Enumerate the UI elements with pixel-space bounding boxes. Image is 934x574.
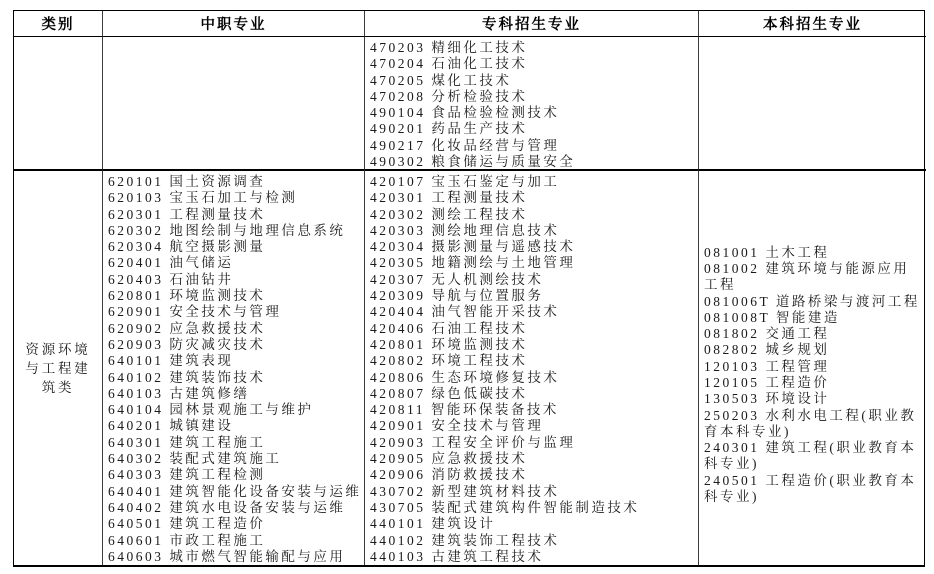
- major-item: 640201 城镇建设: [108, 418, 234, 434]
- row2-zhongzhi-cell: [102, 169, 364, 565]
- majors-table: [13, 10, 925, 567]
- major-item: 620304 航空摄影测量: [108, 239, 266, 255]
- major-item: 430705 装配式建筑构件智能制造技术: [370, 499, 640, 515]
- major-item: 440103 古建筑工程技术: [370, 548, 544, 564]
- row2-zhuanke-cell: [364, 169, 698, 565]
- major-item: 420801 环境监测技术: [370, 336, 528, 352]
- major-item: 640102 建筑装饰技术: [108, 369, 266, 385]
- major-item: 420811 智能环保装备技术: [370, 402, 559, 418]
- row1-category-cell: [14, 36, 102, 169]
- major-item: 490201 药品生产技术: [370, 121, 528, 137]
- major-item: 081001 土木工程: [704, 244, 830, 260]
- major-item: 470208 分析检验技术: [370, 88, 528, 104]
- major-item: 420906 消防救援技术: [370, 467, 528, 483]
- major-item: 620902 应急救援技术: [108, 320, 266, 336]
- major-item: 640601 市政工程施工: [108, 532, 266, 548]
- header-label-category: 类别: [41, 17, 75, 33]
- major-item: 420406 石油工程技术: [370, 320, 528, 336]
- major-item: 081008T 智能建造: [704, 309, 840, 325]
- major-item: 420903 工程安全评价与监理: [370, 434, 576, 450]
- major-item: 440102 建筑装饰工程技术: [370, 532, 560, 548]
- major-item: 640303 建筑工程检测: [108, 467, 266, 483]
- row2-zhuanke-list: [365, 171, 698, 565]
- major-item: 440101 建筑设计: [370, 516, 496, 532]
- row2-category-cell: [14, 169, 102, 565]
- row2-benke-cell: [698, 169, 926, 565]
- major-item: 081006T 道路桥梁与渡河工程: [704, 293, 920, 309]
- major-item: 640501 建筑工程造价: [108, 516, 266, 532]
- major-item: 420305 地籍测绘与土地管理: [370, 255, 576, 271]
- row2-zhongzhi-list: [103, 171, 364, 565]
- major-item: 082802 城乡规划: [704, 342, 830, 358]
- major-item: 640103 古建筑修缮: [108, 385, 250, 401]
- major-item: 470205 煤化工技术: [370, 72, 512, 88]
- major-item: 470204 石油化工技术: [370, 56, 528, 72]
- category-label: 资源环境与工程建筑类: [25, 341, 91, 395]
- major-item: 430702 新型建筑材料技术: [370, 483, 560, 499]
- row1-benke-cell: [698, 36, 926, 169]
- major-item: 490302 粮食储运与质量安全: [370, 154, 576, 169]
- header-cell-benke: [698, 11, 926, 36]
- major-item: 420802 环境工程技术: [370, 353, 528, 369]
- header-cell-zhongzhi: [102, 11, 364, 36]
- row1-zhuanke-cell: [364, 36, 698, 169]
- major-item: 640101 建筑表现: [108, 353, 234, 369]
- header-cell-category: [14, 11, 102, 36]
- major-item: 420302 测绘工程技术: [370, 206, 528, 222]
- major-item: 620103 宝玉石加工与检测: [108, 190, 298, 206]
- major-item: 620301 工程测量技术: [108, 206, 266, 222]
- major-item: 420807 绿色低碳技术: [370, 385, 528, 401]
- major-item: 081002 建筑环境与能源应用工程: [704, 260, 910, 293]
- major-item: 250203 水利水电工程(职业教育本科专业): [704, 407, 917, 439]
- major-item: 620302 地图绘制与地理信息系统: [108, 222, 346, 238]
- major-item: 420309 导航与位置服务: [370, 288, 544, 304]
- major-item: 420304 摄影测量与遥感技术: [370, 239, 576, 255]
- major-item: 490104 食品检验检测技术: [370, 105, 560, 121]
- row2-benke-list: [699, 245, 926, 506]
- major-item: 640302 装配式建筑施工: [108, 451, 282, 467]
- major-item: 640402 建筑水电设备安装与运维: [108, 499, 346, 515]
- major-item: 420806 生态环境修复技术: [370, 369, 560, 385]
- major-item: 640301 建筑工程施工: [108, 434, 266, 450]
- major-item: 640401 建筑智能化设备安装与运维: [108, 483, 362, 499]
- major-item: 120103 工程管理: [704, 358, 830, 374]
- major-item: 620101 国土资源调查: [108, 174, 266, 189]
- major-item: 620801 环境监测技术: [108, 288, 266, 304]
- header-label-zhuanke: 专科招生专业: [482, 17, 581, 33]
- major-item: 081802 交通工程: [704, 326, 830, 342]
- major-item: 490217 化妆品经营与管理: [370, 137, 560, 153]
- major-item: 640104 园林景观施工与维护: [108, 402, 314, 418]
- major-item: 420107 宝玉石鉴定与加工: [370, 174, 560, 189]
- major-item: 420303 测绘地理信息技术: [370, 222, 560, 238]
- major-item: 130503 环境设计: [704, 391, 830, 407]
- major-item: 240301 建筑工程(职业教育本科专业): [704, 440, 917, 472]
- header-cell-zhuanke: [364, 11, 698, 36]
- major-item: 120105 工程造价: [704, 375, 830, 390]
- major-item: 420307 无人机测绘技术: [370, 271, 544, 287]
- major-item: 620401 油气储运: [108, 255, 234, 271]
- major-item: 420905 应急救援技术: [370, 451, 528, 467]
- major-item: 620901 安全技术与管理: [108, 304, 282, 320]
- major-item: 620403 石油钻井: [108, 271, 234, 287]
- major-item: 420901 安全技术与管理: [370, 418, 544, 434]
- major-item: 620903 防灾减灾技术: [108, 336, 266, 352]
- row1-zhuanke-list: [365, 37, 698, 169]
- major-item: 240501 工程造价(职业教育本科专业): [704, 472, 917, 505]
- major-item: 640603 城市燃气智能输配与应用: [108, 548, 346, 564]
- major-item: 420301 工程测量技术: [370, 190, 528, 206]
- major-item: 420404 油气智能开采技术: [370, 304, 560, 320]
- header-label-zhongzhi: 中职专业: [200, 17, 267, 33]
- major-item: 470203 精细化工技术: [370, 40, 528, 55]
- row1-zhongzhi-cell: [102, 36, 364, 169]
- header-label-benke: 本科招生专业: [763, 17, 862, 33]
